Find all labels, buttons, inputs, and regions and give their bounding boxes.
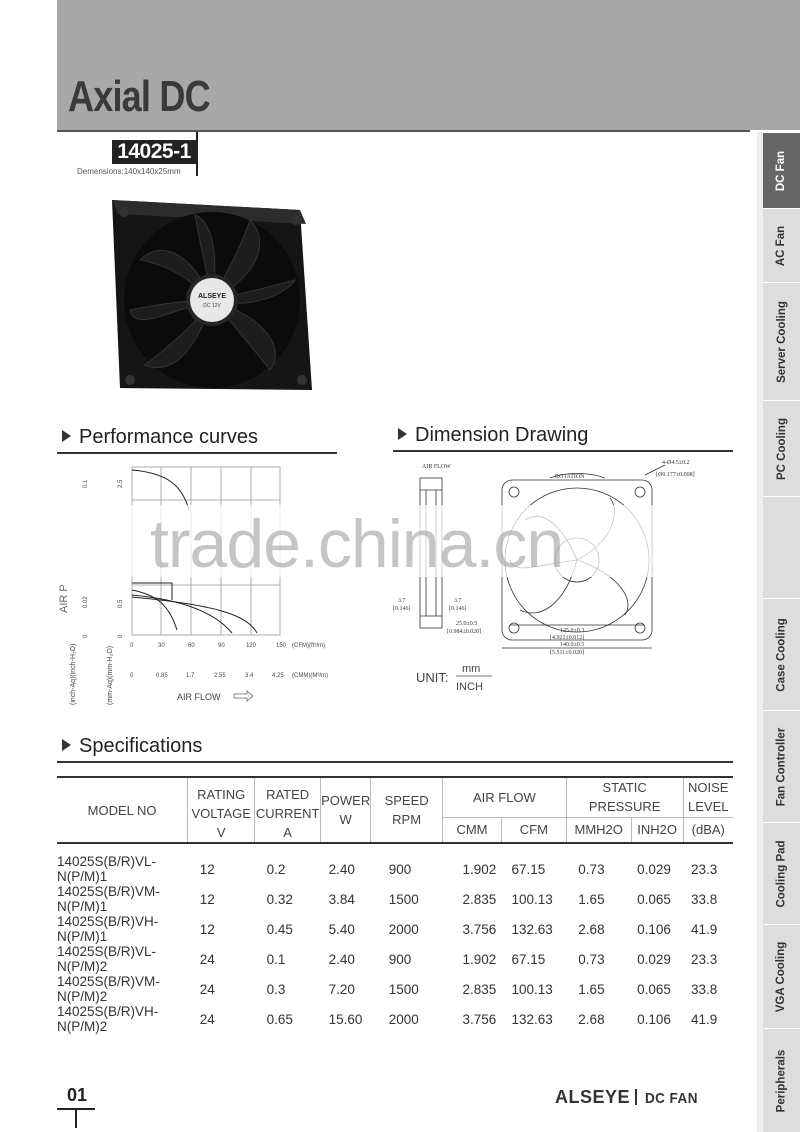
y-left-tick: 0 bbox=[83, 634, 89, 638]
value-cell: 1500 bbox=[388, 981, 419, 997]
value-cell: 2.835 bbox=[462, 981, 497, 997]
value-cell: 132.63 bbox=[511, 921, 553, 937]
value-cell: 1.65 bbox=[578, 891, 605, 907]
x-cmm-tick: 0.85 bbox=[156, 673, 168, 679]
dim-d1-inch: [0.146] bbox=[393, 606, 411, 612]
dim-thick-inch: [0.984±0.020] bbox=[447, 629, 482, 635]
header-speed: SPEED RPM bbox=[371, 777, 443, 843]
value-cell: 0.2 bbox=[266, 861, 286, 877]
partial-axis-label: AIR P bbox=[58, 584, 70, 613]
value-cell: 132.63 bbox=[511, 1011, 553, 1027]
dim-hole: 4-Ø4.5±0.2 bbox=[662, 460, 690, 466]
footer-product: DC FAN bbox=[644, 1090, 698, 1107]
footer-brand-name: ALSEYE bbox=[555, 1087, 631, 1107]
performance-divider bbox=[57, 452, 337, 454]
header-static-pressure: STATIC PRESSURE bbox=[566, 777, 683, 817]
x-cmm-tick: 2.55 bbox=[214, 673, 226, 679]
value-cell: 2.40 bbox=[328, 951, 355, 967]
specifications-body bbox=[57, 843, 733, 1034]
dim-pitch-inch: [4.921±0.012] bbox=[550, 635, 585, 641]
x-axis-label: AIR FLOW bbox=[177, 692, 221, 702]
dim-size-inch: [5.511±0.020] bbox=[550, 650, 585, 656]
header-current: RATED CURRENT A bbox=[255, 777, 321, 843]
dim-thick: 25.0±0.5 bbox=[456, 621, 478, 627]
value-cell: 0.45 bbox=[266, 921, 293, 937]
svg-text:DC 12V: DC 12V bbox=[203, 303, 221, 309]
value-cell: 2.835 bbox=[462, 891, 497, 907]
sidebar-tab-pc-cooling[interactable]: PC Cooling bbox=[763, 400, 800, 496]
value-cell: 0.029 bbox=[637, 951, 671, 967]
dim-air-flow: AIR FLOW bbox=[422, 464, 451, 470]
triangle-bullet-icon bbox=[62, 430, 71, 442]
value-cell: 15.60 bbox=[328, 1011, 363, 1027]
value-cell: 0.73 bbox=[578, 861, 605, 877]
value-cell: 900 bbox=[388, 951, 412, 967]
value-cell: 67.15 bbox=[511, 861, 546, 877]
value-cell: 5.40 bbox=[328, 921, 355, 937]
model-cell: 14025S(B/R)VM-N(P/M)2 bbox=[57, 974, 160, 1004]
header-divider bbox=[57, 130, 750, 132]
unit-top: mm bbox=[462, 663, 481, 675]
value-cell: 23.3 bbox=[691, 951, 718, 967]
value-cell: 0.1 bbox=[266, 951, 286, 967]
x-cmm-tick: 4.25 bbox=[272, 673, 284, 679]
value-cell: 2.68 bbox=[578, 1011, 605, 1027]
section-specifications: Specifications bbox=[62, 735, 202, 758]
header-cfm: CFM bbox=[501, 817, 566, 843]
value-cell: 0.3 bbox=[266, 981, 286, 997]
watermark: trade.china.cn bbox=[150, 506, 564, 582]
value-cell: 33.8 bbox=[691, 981, 718, 997]
value-cell: 0.106 bbox=[637, 921, 671, 937]
table-row bbox=[57, 914, 733, 944]
sidebar-tab-ac-fan[interactable]: AC Fan bbox=[763, 208, 800, 282]
x-cmm-tick: 3.4 bbox=[245, 673, 254, 679]
x-cfm-unit: (CFM)(ft³/m) bbox=[292, 643, 325, 649]
sidebar-tab-cooling-pad[interactable]: Cooling Pad bbox=[763, 822, 800, 924]
table-row bbox=[57, 944, 733, 974]
sidebar-tab-peripherals[interactable]: Peripherals bbox=[763, 1028, 800, 1132]
value-cell: 3.756 bbox=[462, 921, 497, 937]
table-row bbox=[57, 884, 733, 914]
value-cell: 0.32 bbox=[266, 891, 293, 907]
dim-rotation: ROTATION bbox=[555, 474, 585, 480]
unit-label: UNIT: bbox=[416, 670, 449, 685]
sidebar-tab-blank[interactable] bbox=[763, 496, 800, 598]
sidebar-tab-fan-controller[interactable]: Fan Controller bbox=[763, 710, 800, 822]
x-cfm-tick: 0 bbox=[130, 643, 134, 649]
page-number: 01 bbox=[67, 1085, 88, 1105]
x-cfm-tick: 60 bbox=[188, 643, 195, 649]
y-right-label: (mm-Aq)(mm-H₂O) bbox=[107, 645, 114, 705]
footer-brand bbox=[555, 1087, 701, 1108]
value-cell: 0.029 bbox=[637, 861, 671, 877]
specifications-divider bbox=[57, 761, 733, 763]
y-left-tick: 0.1 bbox=[83, 479, 89, 488]
fan-product-image bbox=[100, 180, 320, 410]
header-mmh2o: MMH2O bbox=[566, 817, 631, 843]
value-cell: 67.15 bbox=[511, 951, 546, 967]
value-cell: 1500 bbox=[388, 891, 419, 907]
value-cell: 24 bbox=[199, 1011, 215, 1027]
dim-pitch: 125.0±0.3 bbox=[560, 628, 585, 634]
section-dimension-drawing: Dimension Drawing bbox=[398, 424, 588, 447]
arrow-right-icon bbox=[234, 691, 253, 701]
sidebar-tab-vga-cooling[interactable]: VGA Cooling bbox=[763, 924, 800, 1028]
value-cell: 2000 bbox=[388, 921, 419, 937]
triangle-bullet-icon bbox=[62, 739, 71, 751]
header-noise: NOISE LEVEL bbox=[683, 777, 733, 817]
value-cell: 12 bbox=[199, 861, 215, 877]
specifications-table bbox=[57, 776, 733, 1034]
value-cell: 3.756 bbox=[462, 1011, 497, 1027]
header-airflow: AIR FLOW bbox=[443, 777, 567, 817]
triangle-bullet-icon bbox=[398, 428, 407, 440]
y-right-tick: 0.5 bbox=[118, 599, 124, 608]
value-cell: 0.065 bbox=[637, 891, 671, 907]
x-cfm-tick: 30 bbox=[158, 643, 165, 649]
table-row bbox=[57, 974, 733, 1004]
value-cell: 2.40 bbox=[328, 861, 355, 877]
header-dba: (dBA) bbox=[683, 817, 733, 843]
y-left-label: (inch-Aq)(inch-H₂O) bbox=[70, 643, 77, 705]
y-right-tick: 0 bbox=[118, 634, 124, 638]
y-left-tick: 0.02 bbox=[83, 596, 89, 608]
value-cell: 1.65 bbox=[578, 981, 605, 997]
value-cell: 0.065 bbox=[637, 981, 671, 997]
value-cell: 0.73 bbox=[578, 951, 605, 967]
dim-d1: 3.7 bbox=[398, 598, 406, 604]
x-cfm-tick: 90 bbox=[218, 643, 225, 649]
header-voltage: RATING VOLTAGE V bbox=[188, 777, 255, 843]
model-cell: 14025S(B/R)VH-N(P/M)2 bbox=[57, 1004, 159, 1034]
value-cell: 24 bbox=[199, 951, 215, 967]
value-cell: 12 bbox=[199, 921, 215, 937]
model-cell: 14025S(B/R)VL-N(P/M)1 bbox=[57, 854, 157, 884]
header-power: POWER W bbox=[321, 777, 371, 843]
dimensions-text: Demensions:140x140x25mm bbox=[77, 167, 181, 176]
value-cell: 2.68 bbox=[578, 921, 605, 937]
section-performance-curves: Performance curves bbox=[62, 426, 258, 449]
value-cell: 41.9 bbox=[691, 1011, 718, 1027]
model-badge-bar bbox=[196, 132, 198, 176]
value-cell: 7.20 bbox=[328, 981, 355, 997]
header-model: MODEL NO bbox=[57, 777, 188, 843]
page-title: Axial DC bbox=[68, 72, 210, 121]
x-cfm-tick: 120 bbox=[246, 643, 257, 649]
header-cmm: CMM bbox=[443, 817, 502, 843]
table-row bbox=[57, 1004, 733, 1034]
value-cell: 0.106 bbox=[637, 1011, 671, 1027]
value-cell: 100.13 bbox=[511, 981, 553, 997]
model-cell: 14025S(B/R)VM-N(P/M)1 bbox=[57, 884, 160, 914]
value-cell: 2000 bbox=[388, 1011, 419, 1027]
value-cell: 1.902 bbox=[462, 861, 497, 877]
value-cell: 900 bbox=[388, 861, 412, 877]
x-cfm-tick: 150 bbox=[276, 643, 287, 649]
x-cmm-tick: 0 bbox=[130, 673, 134, 679]
x-cmm-unit: (CMM)(M³/m) bbox=[292, 673, 328, 679]
footer-divider bbox=[635, 1089, 637, 1105]
value-cell: 12 bbox=[199, 891, 215, 907]
value-cell: 100.13 bbox=[511, 891, 553, 907]
value-cell: 1.902 bbox=[462, 951, 497, 967]
dim-d2-inch: [0.146] bbox=[449, 606, 467, 612]
dim-hole-inch: [Ø0.177±0.008] bbox=[656, 472, 695, 478]
value-cell: 0.65 bbox=[266, 1011, 293, 1027]
value-cell: 24 bbox=[199, 981, 215, 997]
model-badge: 14025-1 bbox=[112, 140, 196, 164]
dim-d2: 3.7 bbox=[454, 598, 462, 604]
sidebar-tab-case-cooling[interactable]: Case Cooling bbox=[763, 598, 800, 710]
value-cell: 3.84 bbox=[328, 891, 355, 907]
model-cell: 14025S(B/R)VL-N(P/M)2 bbox=[57, 944, 157, 974]
x-cmm-tick: 1.7 bbox=[186, 673, 195, 679]
value-cell: 23.3 bbox=[691, 861, 718, 877]
value-cell: 41.9 bbox=[691, 921, 718, 937]
model-cell: 14025S(B/R)VH-N(P/M)1 bbox=[57, 914, 159, 944]
table-row bbox=[57, 843, 733, 884]
value-cell: 33.8 bbox=[691, 891, 718, 907]
svg-text:ALSEYE: ALSEYE bbox=[197, 293, 227, 300]
performance-chart bbox=[57, 455, 357, 715]
page-number-tick bbox=[75, 1108, 77, 1128]
header-inh2o: INH2O bbox=[631, 817, 683, 843]
sidebar-tab-server-cooling[interactable]: Server Cooling bbox=[763, 282, 800, 400]
y-right-tick: 2.5 bbox=[118, 479, 124, 488]
sidebar-tab-dc-fan[interactable]: DC Fan bbox=[763, 132, 800, 208]
dim-size: 140.0±0.5 bbox=[560, 642, 585, 648]
unit-bottom: INCH bbox=[456, 681, 483, 693]
